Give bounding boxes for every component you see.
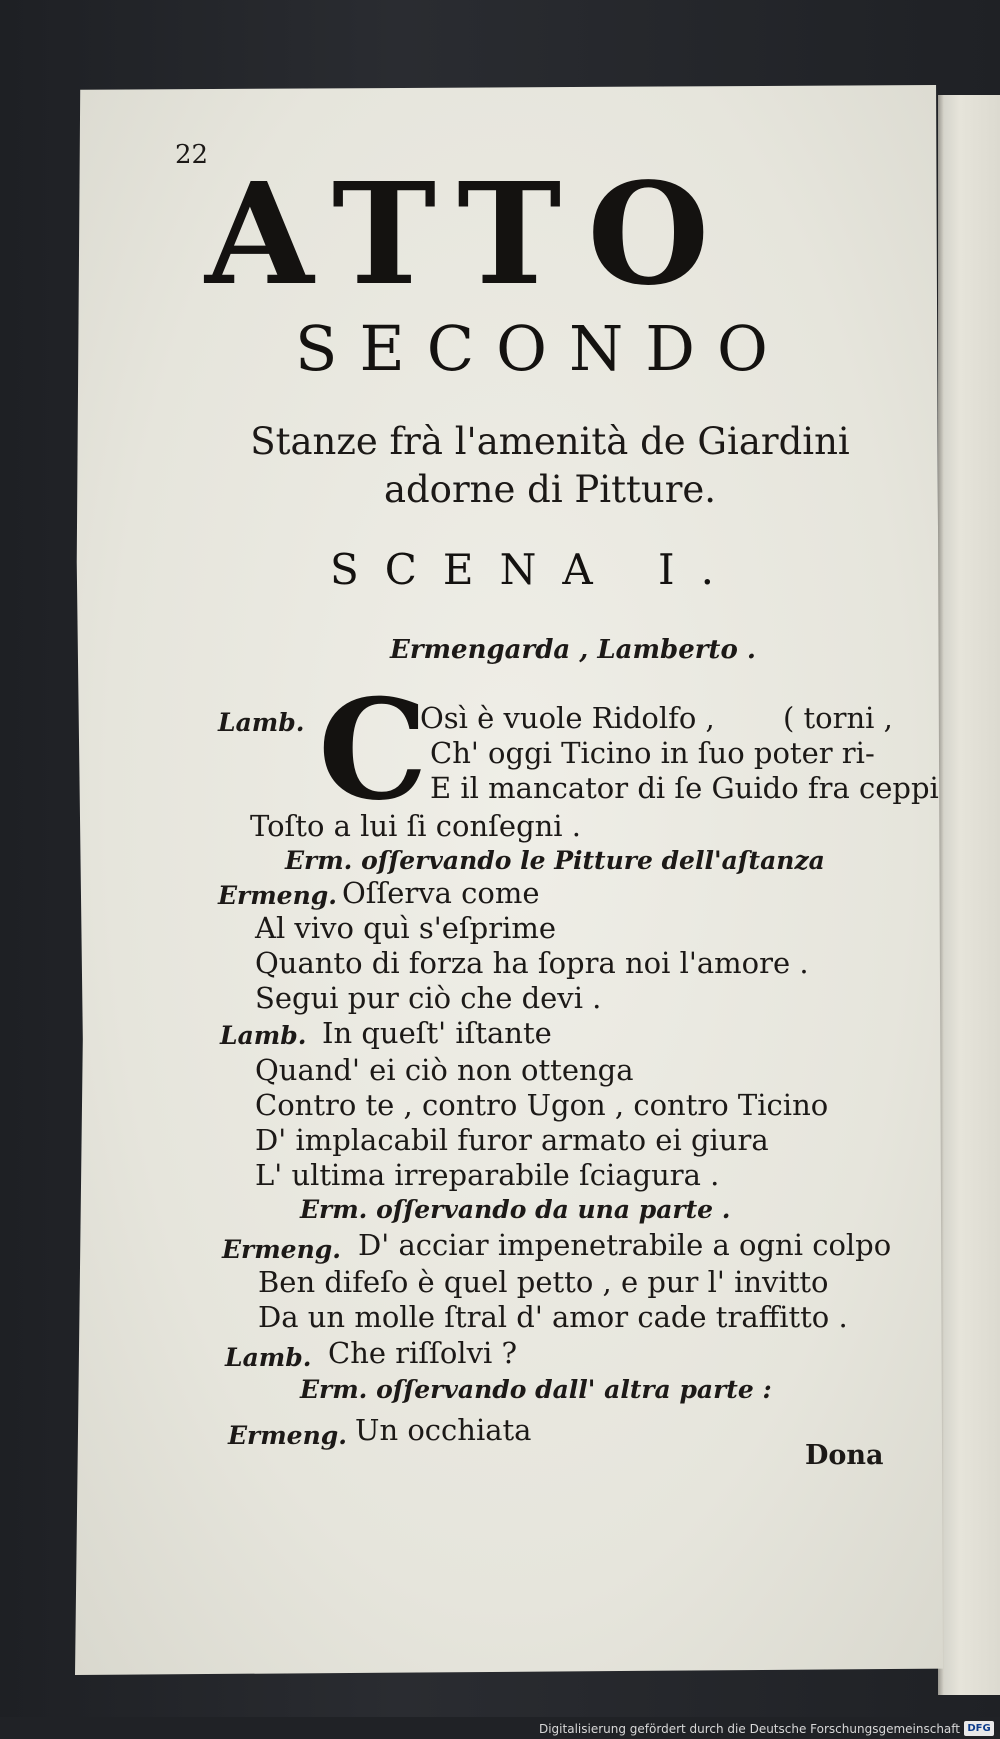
- funding-credit: Digitalisierung gefördert durch die Deutsche Forschungsgemeinschaft: [538, 1722, 960, 1736]
- verse-line: Segui pur ciò che devi .: [255, 981, 602, 1015]
- verse-line: Al vivo quì s'eſprime: [255, 911, 557, 945]
- scene-heading: SCENA I.: [330, 545, 740, 594]
- verse-line: Toſto a lui ſi conſegni .: [250, 809, 582, 843]
- page-number: 22: [175, 140, 209, 170]
- speaker-label: Ermeng.: [222, 1235, 341, 1264]
- scene-setting: [200, 418, 900, 514]
- dfg-logo-icon: DFG: [964, 1721, 994, 1736]
- verse-line: Un occhiata: [355, 1413, 532, 1447]
- verse-line: Osì è vuole Ridolfo ,: [420, 701, 715, 735]
- speaker-label: Lamb.: [218, 708, 305, 737]
- speaker-label: Lamb.: [220, 1021, 307, 1050]
- act-number-heading: SECONDO: [295, 312, 790, 385]
- verse-line: Ben difeſo è quel petto , e pur l' invitto: [258, 1265, 829, 1299]
- catchword: Dona: [805, 1440, 884, 1471]
- verse-line: Quand' ei ciò non ottenga: [255, 1053, 634, 1087]
- verse-line: D' acciar impenetrabile a ogni colpo: [358, 1228, 892, 1262]
- character-list: Ermengarda , Lamberto .: [390, 635, 756, 665]
- footer-bar: [0, 1717, 1000, 1739]
- speaker-label: Ermeng.: [228, 1421, 347, 1450]
- verse-line-overflow: ( torni ,: [783, 701, 893, 735]
- verse-line: Oſſerva come: [342, 876, 540, 910]
- verse-line: Che riſſolvi ?: [328, 1336, 518, 1370]
- verse-line: L' ultima irreparabile ſciagura .: [255, 1158, 720, 1192]
- drop-cap: C: [318, 668, 428, 831]
- setting-line: adorne di Pitture.: [383, 468, 717, 511]
- speaker-label: Lamb.: [225, 1343, 312, 1372]
- stage-direction: Erm. oſſervando le Pitture dell'aſtanza: [285, 846, 825, 875]
- speaker-label: Ermeng.: [218, 881, 337, 910]
- facing-page-edge: [938, 95, 1000, 1695]
- verse-line: In queſt' iſtante: [322, 1016, 552, 1050]
- verse-line: Contro te , contro Ugon , contro Ticino: [255, 1088, 829, 1122]
- verse-line: D' implacabil furor armato ei giura: [255, 1123, 769, 1157]
- verse-line: Da un molle ſtral d' amor cade traffitto .: [258, 1300, 848, 1334]
- act-heading: ATTO: [205, 153, 736, 317]
- setting-line: Stanze frà l'amenità de Giardini: [250, 420, 850, 463]
- stage-direction: Erm. oſſervando dall' altra parte :: [300, 1375, 772, 1404]
- verse-line: Quanto di forza ha ſopra noi l'amore .: [255, 946, 809, 980]
- verse-line: Ch' oggi Ticino in ſuo poter ri-: [430, 736, 875, 770]
- stage-direction: Erm. oſſervando da una parte .: [300, 1195, 731, 1224]
- verse-line: E il mancator di ſe Guido fra ceppi: [430, 771, 939, 805]
